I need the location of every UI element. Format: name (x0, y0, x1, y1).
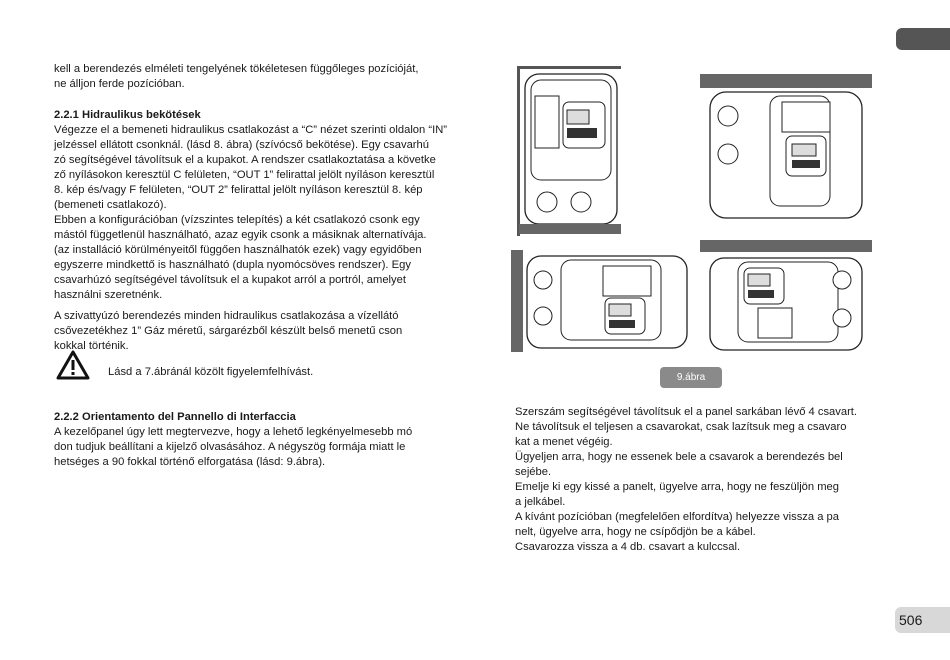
body-line: Csavarozza vissza a 4 db. csavart a kulccsal. (515, 541, 741, 553)
body-line: kat a menet végéig. (515, 436, 613, 448)
body-line: (bemeneti csatlakozó). (54, 199, 167, 211)
body-line: Szerszám segítségével távolítsuk el a panel sarkában lévő 4 csavart. (515, 406, 858, 418)
body-line: a jelkábel. (515, 496, 566, 508)
body-line: használni szeretnénk. (54, 289, 163, 301)
section-heading-222: 2.2.2 Orientamento del Pannello di Interfaccia (54, 411, 296, 423)
body-line: A szivattyúzó berendezés minden hidraulikus csatlakozása a vízellátó (54, 310, 399, 322)
left-column (54, 62, 460, 354)
body-line: zó segítségével távolítsuk el a kupakot. A rendszer csatlakoztatása a követke (54, 154, 436, 166)
body-line: Ne távolítsuk el teljesen a csavarokat, csak lazítsuk meg a csavaro (515, 421, 847, 433)
body-line: sejébe. (515, 466, 552, 478)
intro-line: kell a berendezés elméleti tengelyének tökéletesen függőleges pozícióját, (54, 63, 419, 75)
body-line: Ebben a konfigurációban (vízszintes telepítés) a két csatlakozó csonk egy (54, 214, 420, 226)
pump-drawing-left (511, 250, 691, 354)
body-line: A kívánt pozícióban (megfelelően elfordítva) helyezze vissza a pa (515, 511, 839, 523)
body-line: Ügyeljen arra, hogy ne essenek bele a csavarok a berendezés bel (515, 451, 843, 463)
right-column (515, 405, 897, 555)
body-line: csővezetékhez 1” Gáz méretű, sárgarézből készült belső menetű cson (54, 325, 403, 337)
section-222 (54, 410, 460, 470)
section-heading-221: 2.2.1 Hidraulikus bekötések (54, 109, 201, 121)
body-line: csavarhúzó segítségével távolítsuk el a kupakot arról a portról, amelyet (54, 274, 406, 286)
body-line: don tudjuk beállítani a kijelző olvasásához. A négyszög formája miatt le (54, 441, 406, 453)
pump-drawing-right (700, 240, 872, 354)
body-line: A kezelőpanel úgy lett megtervezve, hogy a lehető legkényelmesebb mó (54, 426, 413, 438)
intro-line: ne álljon ferde pozícióban. (54, 78, 185, 90)
body-line: 8. kép és/vagy F felületen, “OUT 2” felirattal jelölt nyíláson keresztül 8. kép (54, 184, 423, 196)
figure-label: 9.ábra (660, 367, 722, 388)
body-line: ző nyílásokon keresztül C felületen, “OUT 1” felirattal jelölt nyíláson keresztül (54, 169, 435, 181)
pump-drawing-vertical (515, 66, 625, 236)
warning-text: Lásd a 7.ábránál közölt figyelemfelhívást. (108, 366, 314, 378)
body-line: egyszerre mindkettő is használható (dupla nyomócsöves rendszer). Egy (54, 259, 411, 271)
body-line: mástól függetlenül használható, azaz egyik csonk a másiknak alternatívája. (54, 229, 427, 241)
body-line: Végezze el a bemeneti hidraulikus csatlakozást a “C” nézet szerinti oldalon “IN” (54, 124, 447, 136)
body-line: Emelje ki egy kissé a panelt, ügyelve arra, hogy ne feszüljön meg (515, 481, 839, 493)
warning-note (56, 350, 356, 388)
warning-triangle-icon (56, 350, 90, 380)
body-line: hetséges a 90 fokkal történő elforgatása (lásd: 9.ábra). (54, 456, 326, 468)
body-line: nelt, ügyelve arra, hogy ne csípődjön be a kábel. (515, 526, 756, 538)
pump-drawing-rotated (700, 74, 872, 224)
language-tab (896, 28, 950, 50)
body-line: (az installáció körülményeitől függően használhatók ezek) vagy egyidőben (54, 244, 422, 256)
page-number: 506 (895, 607, 950, 633)
body-line: jelzéssel ellátott csonknál. (lásd 8. ábra) (szívócső bekötése). Egy csavarhú (54, 139, 429, 151)
body-line: kokkal történik. (54, 340, 129, 352)
